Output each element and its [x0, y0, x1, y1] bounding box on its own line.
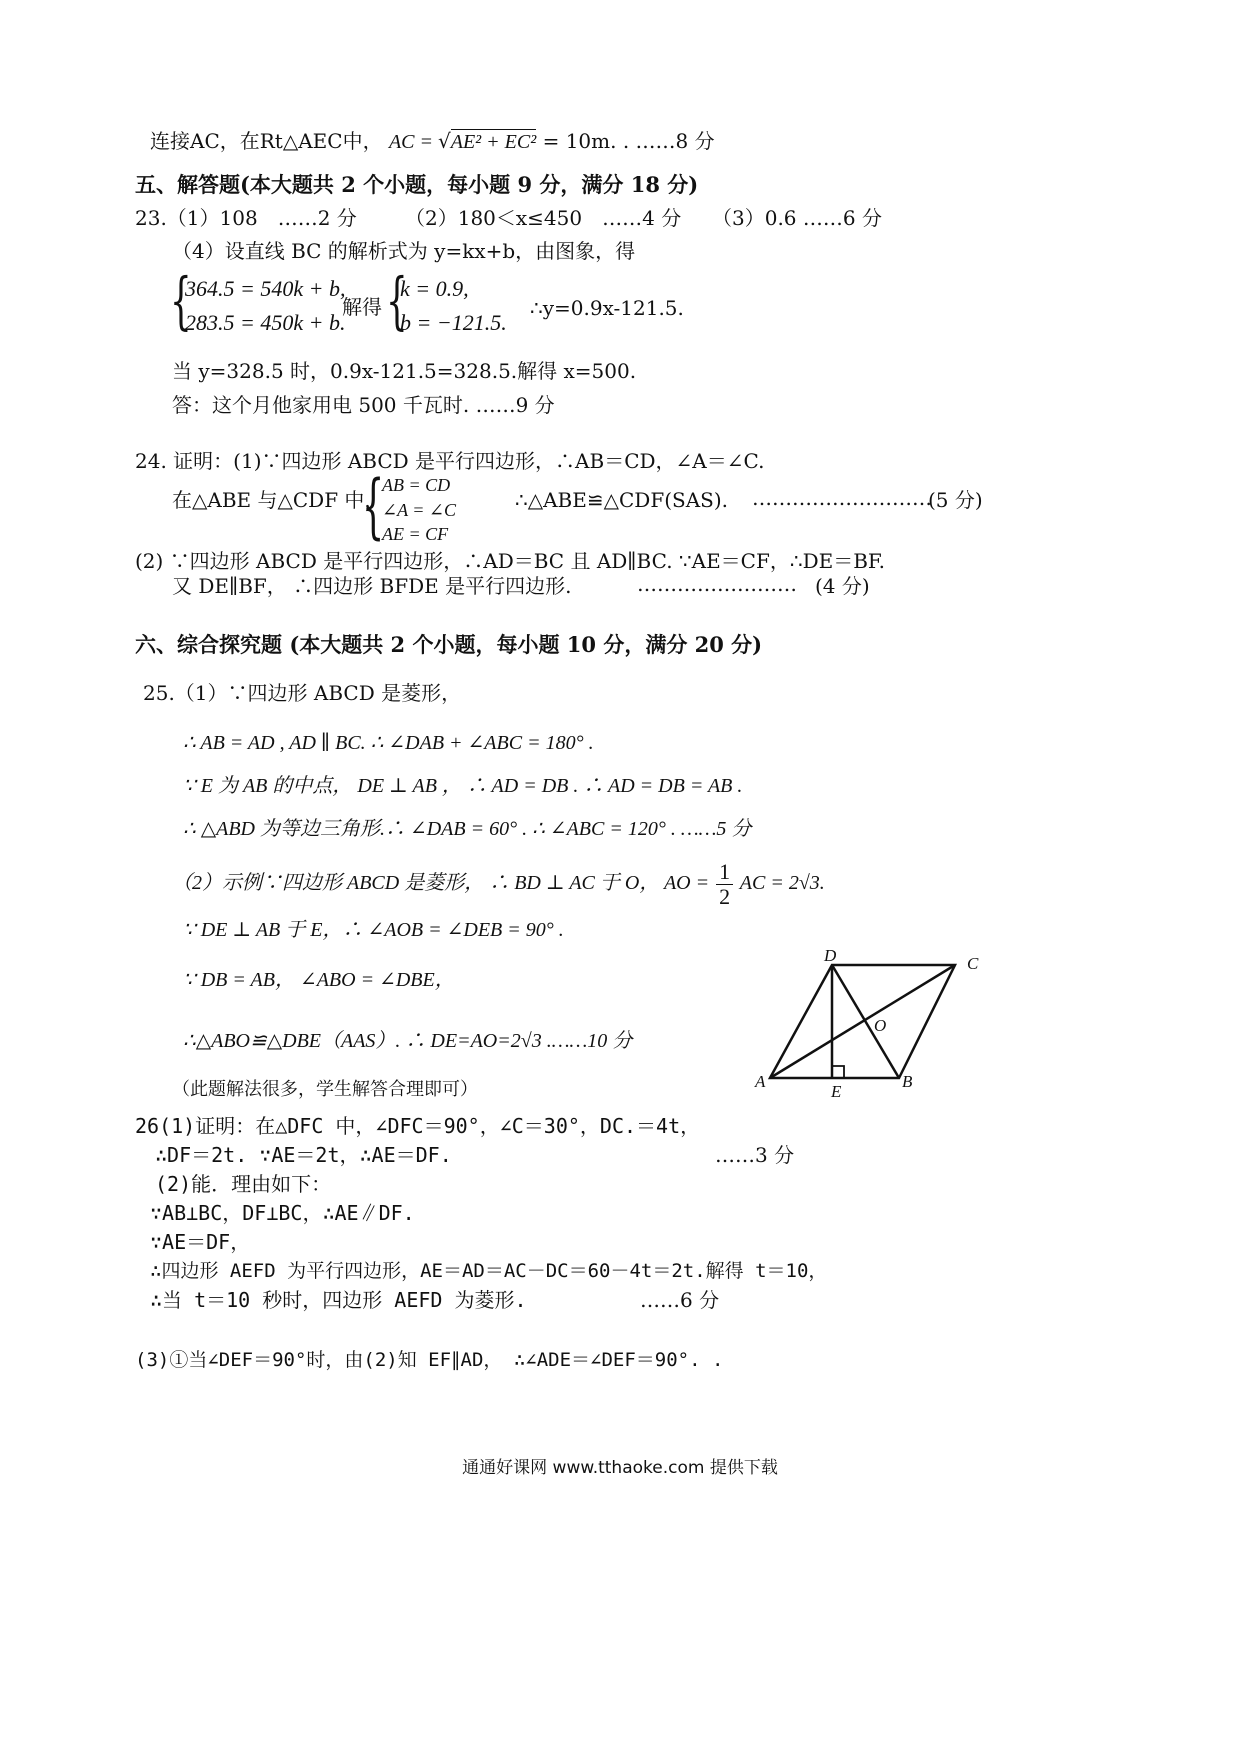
section6-title: 六、综合探究题 — [135, 632, 282, 657]
q23-brace-2: { — [386, 264, 408, 337]
q26-l8: (3)①当∠DEF＝90°时，由(2)知 EF∥AD， ∴∠ADE＝∠DEF＝90°. . — [135, 1349, 724, 1371]
section5-heading — [135, 172, 698, 198]
q23-eq2: 283.5 = 450k + b. — [185, 310, 346, 335]
q24-cond2: ∠A = ∠C — [382, 500, 456, 520]
right-angle-mark — [832, 1066, 844, 1078]
q23-answer: 答：这个月他家用电 500 千瓦时. ……9 分 — [172, 393, 555, 417]
q23-part2: （2）180＜x≤450 ……4 分 — [405, 206, 682, 230]
section5-title: 五、解答题 — [135, 172, 240, 197]
top-line-formula-rhs: = 10m. . ……8 分 — [542, 129, 715, 153]
q24-score1: (5 分) — [928, 488, 983, 512]
q23-therefore: ∴y=0.9x-121.5. — [530, 296, 684, 320]
label-c: C — [967, 954, 979, 973]
q25-frac-num: 1 — [716, 860, 733, 885]
q25-l7: ∵ DB = AB， ∠ABO = ∠DBE， — [183, 969, 455, 991]
q26-l4: ∵AB⊥BC，DF⊥BC，∴AE∥DF. — [150, 1201, 415, 1225]
q24-line1: 24. 证明：(1)∵四边形 ABCD 是平行四边形，∴AB＝CD，∠A＝∠C. — [135, 449, 765, 473]
q23-part1: 23.（1）108 ……2 分 — [135, 206, 357, 230]
q24-cond1: AB = CD — [382, 475, 451, 495]
q25-l5-pre: （2）示例∵四边形 ABCD 是菱形， ∴ BD ⊥ AC 于 O， AO = — [172, 872, 710, 895]
q26-l6: ∴四边形 AEFD 为平行四边形，AE＝AD＝AC－DC＝60－4t＝2t.解得 t＝10， — [150, 1260, 828, 1282]
q23-part4-intro: （4）设直线 BC 的解析式为 y=kx+b，由图象，得 — [172, 239, 636, 263]
q23-eq1: 364.5 = 540k + b, — [185, 276, 346, 301]
q24-line4: 又 DE∥BF， ∴四边形 BFDE 是平行四边形. — [172, 574, 572, 598]
q25-l5-post: AC = 2√3. — [739, 872, 825, 895]
q24-line3: (2) ∵四边形 ABCD 是平行四边形，∴AD＝BC 且 AD∥BC. ∵AE＝CF，∴DE＝BF. — [135, 549, 886, 573]
q23-brace-1: { — [170, 264, 192, 337]
q26-l3: (2)能．理由如下： — [155, 1172, 332, 1196]
q26-l2-score: ……3 分 — [715, 1143, 795, 1167]
q23-sol1: k = 0.9, — [400, 276, 469, 301]
q25-l9: （此题解法很多，学生解答合理即可） — [172, 1079, 478, 1100]
top-line — [150, 128, 715, 155]
q25-l5 — [172, 860, 825, 909]
label-b: B — [902, 1072, 913, 1091]
page-footer: 通通好课网 www.tthaoke.com 提供下载 — [462, 1458, 778, 1478]
q25-l4: ∴ △ABD 为等边三角形.∴ ∠DAB = 60° . ∴ ∠ABC = 120° . ……5 分 — [183, 818, 752, 840]
label-d: D — [824, 946, 837, 965]
q26-l5: ∵AE＝DF， — [150, 1230, 251, 1254]
q25-frac-den: 2 — [719, 884, 731, 909]
q26-l7-score: ……6 分 — [640, 1288, 720, 1312]
q24-dots2: …………………… — [637, 572, 797, 596]
q23-solve-word: 解得 — [342, 295, 382, 319]
top-line-radicand: AE² + EC² — [450, 131, 537, 153]
q24-conclusion: ∴△ABE≌△CDF(SAS). — [515, 488, 729, 512]
q25-l6: ∵ DE ⊥ AB 于 E，∴ ∠AOB = ∠DEB = 90° . — [183, 919, 564, 941]
q24-dots1: ……………………… — [752, 486, 932, 510]
q25-l2: ∴ AB = AD , AD ∥ BC. ∴ ∠DAB + ∠ABC = 180° . — [183, 732, 594, 754]
top-line-text: 连接AC，在Rt△AEC中， — [150, 129, 383, 153]
label-a: A — [755, 1072, 766, 1091]
q24-score2: (4 分) — [815, 574, 870, 598]
q24-brace: { — [362, 465, 385, 547]
label-o: O — [874, 1016, 887, 1035]
rhombus-diagram — [745, 945, 995, 1110]
q23-part3: （3）0.6 ……6 分 — [712, 206, 882, 230]
section6-heading — [135, 632, 762, 658]
section5-note: (本大题共 2 个小题，每小题 9 分，满分 18 分) — [240, 172, 699, 197]
q25-l8: ∴△ABO≌△DBE（AAS）. ∴ DE=AO=2√3 .……10 分 — [183, 1030, 633, 1052]
q25-l1: 25.（1）∵四边形 ABCD 是菱形， — [143, 681, 462, 705]
label-e: E — [831, 1082, 842, 1101]
q25-fraction — [716, 860, 733, 909]
q23-sol2: b = −121.5. — [400, 310, 507, 335]
top-line-formula-lhs: AC = — [388, 131, 438, 153]
q24-line2-prefix: 在△ABE 与△CDF 中， — [172, 488, 385, 512]
q26-l1: 26(1)证明：在△DFC 中，∠DFC＝90°，∠C＝30°，DC.＝4t， — [135, 1114, 701, 1138]
q23-when: 当 y=328.5 时，0.9x-121.5=328.5.解得 x=500. — [172, 359, 637, 383]
diagonal-bd — [832, 965, 899, 1078]
q24-cond3: AE = CF — [382, 524, 449, 544]
q25-l3: ∵ E 为 AB 的中点， DE ⊥ AB ， ∴ AD = DB . ∴ AD = DB = AB . — [183, 775, 743, 797]
section6-note: (本大题共 2 个小题，每小题 10 分，满分 20 分) — [289, 632, 763, 657]
q26-l2: ∴DF＝2t. ∵AE＝2t，∴AE＝DF. — [155, 1143, 452, 1167]
sqrt-sign: √ — [438, 129, 451, 153]
q26-l7: ∴当 t＝10 秒时，四边形 AEFD 为菱形. — [150, 1288, 527, 1312]
